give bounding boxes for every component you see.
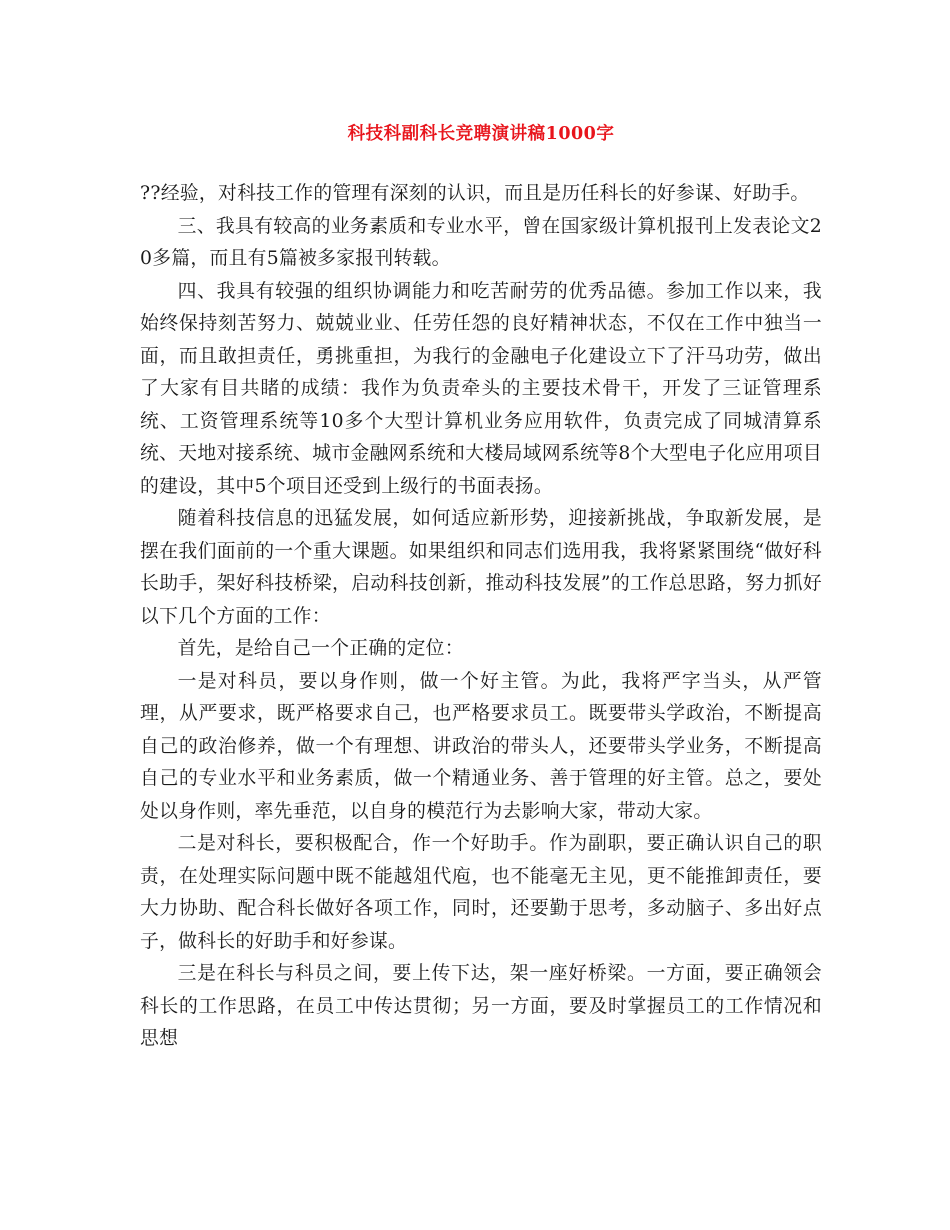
paragraph: ??经验，对科技工作的管理有深刻的认识，而且是历任科长的好参谋、好助手。 xyxy=(140,183,810,204)
document-title: 科技科副科长竞聘演讲稿1000字 xyxy=(347,124,615,144)
paragraph: 三是在科长与科员之间，要上传下达，架一座好桥梁。一方面，要正确领会科长的工作思路，在员工中传达贯彻；另一方面，要及时掌握员工的工作情况和思想 xyxy=(140,963,822,1049)
paragraph: 首先，是给自己一个正确的定位： xyxy=(177,638,464,659)
paragraph: 三、我具有较高的业务素质和专业水平，曾在国家级计算机报刊上发表论文20多篇，而且有5篇被多家报刊转载。 xyxy=(140,215,822,269)
paragraph: 随着科技信息的迅猛发展，如何适应新形势，迎接新挑战，争取新发展，是摆在我们面前的一个重大课题。如果组织和同志们选用我，我将紧紧围绕“做好科长助手，架好科技桥梁，启动科技创新，推动科技发展”的工作总思路，努力抓好以下几个方面的工作： xyxy=(140,508,822,627)
document-body xyxy=(140,178,822,1056)
paragraph: 一是对科员，要以身作则，做一个好主管。为此，我将严字当头，从严管理，从严要求，既严格要求自己，也严格要求员工。既要带头学政治，不断提高自己的政治修养，做一个有理想、讲政治的带头人，还要带头学业务，不断提高自己的专业水平和业务素质，做一个精通业务、善于管理的好主管。总之，要处处以身作则，率先垂范，以自身的模范行为去影响大家，带动大家。 xyxy=(140,670,822,822)
paragraph: 二是对科长，要积极配合，作一个好助手。作为副职，要正确认识自己的职责，在处理实际问题中既不能越俎代庖，也不能毫无主见，更不能推卸责任，要大力协助、配合科长做好各项工作，同时，还要勤于思考，多动脑子、多出好点子，做科长的好助手和好参谋。 xyxy=(140,833,822,952)
paragraph: 四、我具有较强的组织协调能力和吃苦耐劳的优秀品德。参加工作以来，我始终保持刻苦努力、兢兢业业、任劳任怨的良好精神状态，不仅在工作中独当一面，而且敢担责任，勇挑重担，为我行的金融电子化建设立下了汗马功劳，做出了大家有目共睹的成绩：我作为负责牵头的主要技术骨干，开发了三证管理系统、工资管理系统等10多个大型计算机业务应用软件，负责完成了同城清算系统、天地对接系统、城市金融网系统和大楼局域网系统等8个大型电子化应用项目的建设，其中5个项目还受到上级行的书面表扬。 xyxy=(140,280,822,497)
document-page xyxy=(140,0,822,1056)
